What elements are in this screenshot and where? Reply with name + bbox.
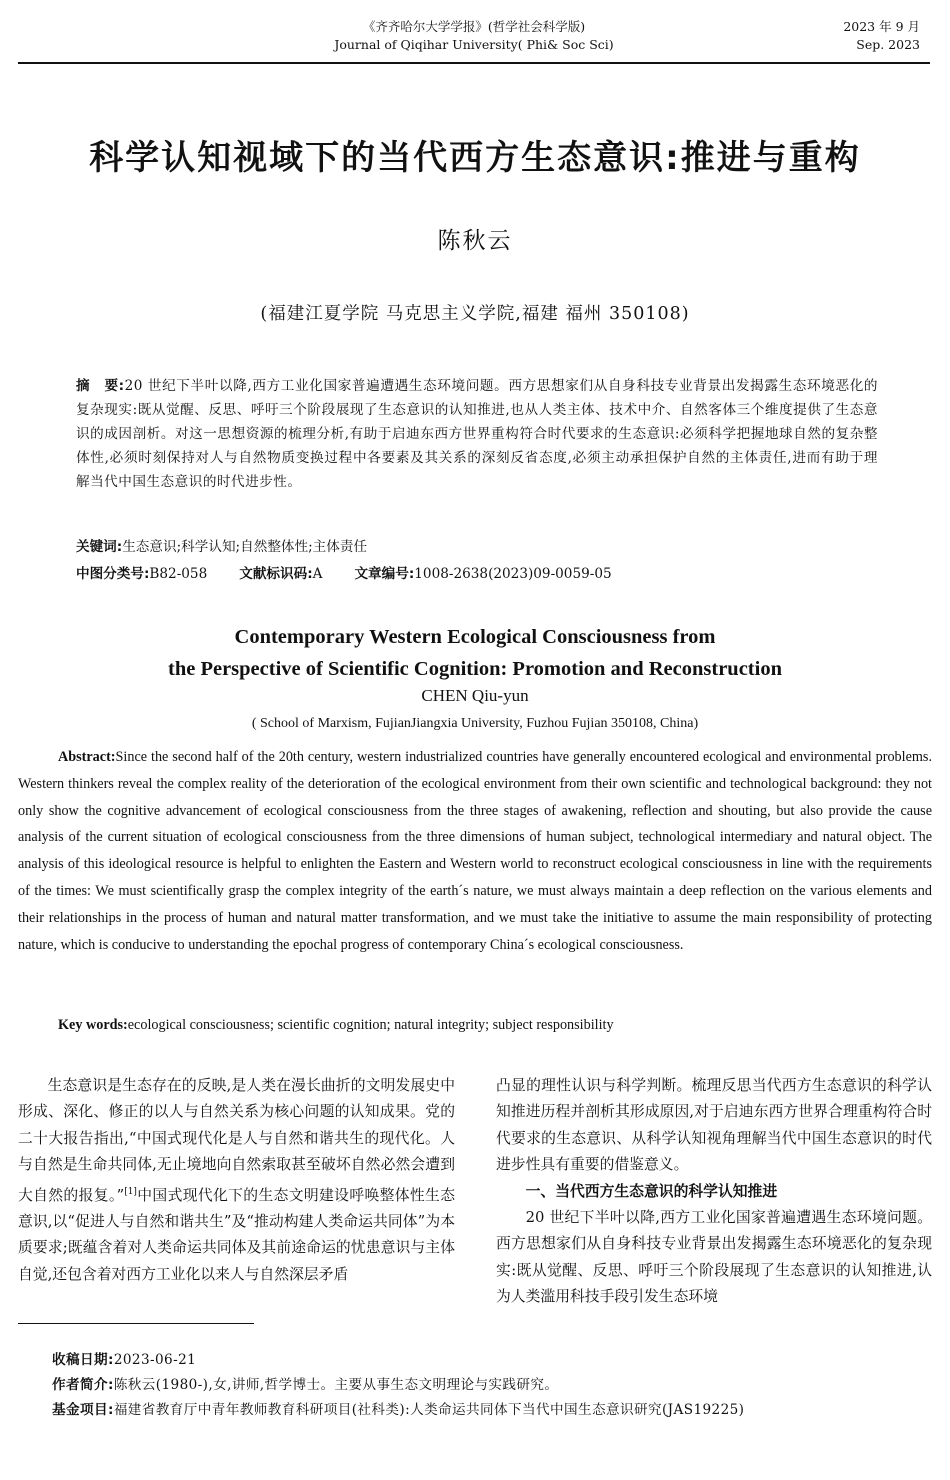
body-text: 中国式现代化下的生态文明建设呼唤整体性生态意识,以“促进人与自然和谐共生”及“推动构建人类命运共同体”为本质要求;既蕴含着对人类命运共同体及其前途命运的忧患意识与主体自觉,还包含着对西方工业化以来人与自然深层矛盾 (18, 1186, 455, 1283)
footnotes (52, 1348, 932, 1423)
classification-line (76, 562, 878, 586)
english-keywords (58, 1017, 928, 1034)
english-title (0, 621, 950, 685)
paper-title: 科学认知视域下的当代西方生态意识:推进与重构 (89, 138, 861, 178)
body-column-right (496, 1073, 932, 1311)
article-number-value: 1008-2638(2023)09-0059-05 (414, 566, 612, 582)
footnote-label: 作者简介: (52, 1377, 114, 1393)
footnote-rule (18, 1323, 254, 1324)
keywords-cn-label: 关键词: (76, 539, 123, 555)
journal-name-cn: 《齐齐哈尔大学学报》(哲学社会科学版) (362, 19, 586, 34)
doc-code-value: A (312, 566, 323, 582)
keywords-cn-text: 生态意识;科学认知;自然整体性;主体责任 (122, 539, 368, 555)
issue-date (843, 18, 920, 54)
body-column-left (18, 1073, 455, 1288)
article-number-label: 文章编号: (354, 566, 415, 582)
footnote-label: 基金项目: (52, 1402, 114, 1418)
footnote-value: 陈秋云(1980-),女,讲师,哲学博士。主要从事生态文明理论与实践研究。 (113, 1377, 559, 1393)
body-paragraph (18, 1073, 455, 1288)
english-title-line1: Contemporary Western Ecological Consciousness from (234, 626, 716, 648)
abstract-cn-text: 20 世纪下半叶以降,西方工业化国家普遍遭遇生态环境问题。西方思想家们从自身科技专业背景出发揭露生态环境恶化的复杂现实:既从觉醒、反思、呼吁三个阶段展现了生态意识的认知推进,也从人类主体、技术中介、自然客体三个维度提供了生态意识的成因剖析。对这一思想资源的梳理分析,有助于启迪东西方世界重构符合时代要求的生态意识:必须科学把握地球自然的复杂整体性,必须时刻保持对人与自然物质变换过程中各要素及其关系的深刻反省态度,必须主动承担保护自然的主体责任,进而有助于理解当代中国生态意识的时代进步性。 (76, 378, 879, 490)
journal-name (18, 18, 930, 54)
body-paragraph: 20 世纪下半叶以降,西方工业化国家普遍遭遇生态环境问题。西方思想家们从自身科技专业背景出发揭露生态环境恶化的复杂现实:既从觉醒、反思、呼吁三个阶段展现了生态意识的认知推进,认为人类滥用科技手段引发生态环境 (496, 1209, 932, 1306)
running-header (18, 18, 930, 58)
author-affiliation: (福建江夏学院 马克思主义学院,福建 福州 350108) (260, 304, 690, 324)
footnote-value: 福建省教育厅中青年教师教育科研项目(社科类):人类命运共同体下当代中国生态意识研究(JAS19225) (113, 1402, 745, 1418)
abstract-cn-label: 摘 要: (76, 378, 125, 394)
author-name: 陈秋云 (437, 228, 513, 254)
abstract-cn (76, 374, 878, 494)
body-paragraph: 凸显的理性认识与科学判断。梳理反思当代西方生态意识的科学认知推进历程并剖析其形成原因,对于启迪东西方世界合理重构符合时代要求的生态意识、从科学认知视角理解当代中国生态意识的时代进步性具有重要的借鉴意义。 (496, 1077, 932, 1174)
footnote-funding (52, 1398, 932, 1423)
section-heading: 一、当代西方生态意识的科学认知推进 (525, 1182, 778, 1200)
english-author: CHEN Qiu-yun (421, 686, 529, 705)
header-rule (18, 62, 930, 64)
footnote-author-bio (52, 1373, 932, 1398)
english-keywords-text: ecological consciousness; scientific cognition; natural integrity; subject responsibility (127, 1017, 614, 1033)
english-abstract (18, 744, 932, 958)
issue-date-cn: 2023 年 9 月 (843, 19, 920, 34)
doc-code-label: 文献标识码: (239, 566, 313, 582)
body-text: 生态意识是生态存在的反映,是人类在漫长曲折的文明发展史中形成、深化、修正的以人与自然关系为核心问题的认知成果。党的二十大报告指出,“中国式现代化是人与自然和谐共生的现代化。人与自然是生命共同体,无止境地向自然索取甚至破坏自然必然会遭到大自然的报复。” (18, 1077, 455, 1204)
footnote-received (52, 1348, 932, 1373)
journal-name-en: Journal of Qiqihar University( Phi& Soc Sci) (334, 37, 614, 52)
citation-ref: [1] (124, 1186, 137, 1197)
keywords-cn (76, 535, 878, 559)
footnote-label: 收稿日期: (52, 1352, 114, 1368)
footnote-value: 2023-06-21 (113, 1352, 197, 1368)
english-abstract-label: Abstract: (58, 749, 116, 765)
english-keywords-label: Key words: (58, 1017, 128, 1033)
english-title-line2: the Perspective of Scientific Cognition: Promotion and Reconstruction (168, 658, 782, 680)
english-abstract-text: Since the second half of the 20th century, western industrialized countries have generally encountered ecological and environmental problems. Western thinkers reveal the complex reality of the deterioration of the ecological environment from their own scientific and technological background: they not only show the cognitive advancement of ecological consciousness from the three stages of awakening, reflection and shouting, but also provide the cause analysis of the current situation of ecological consciousness from the three dimensions of human subject, technological intermediary and natural object. The analysis of this ideological resource is helpful to enlighten the Eastern and Western world to reconstruct ecological consciousness in line with the requirements of the times: We must scientifically grasp the complex integrity of the earth´s nature, we must always maintain a deep reflection on the various elements and their relationships in the process of human and natural matter transformation, and we must take the initiative to assume the main responsibility of protecting nature, which is conducive to understanding the epochal progress of contemporary China´s ecological consciousness. (18, 749, 932, 953)
english-affiliation: ( School of Marxism, FujianJiangxia University, Fuzhou Fujian 350108, China) (251, 716, 699, 731)
clc-label: 中图分类号: (76, 566, 150, 582)
issue-date-en: Sep. 2023 (856, 37, 920, 52)
clc-value: B82-058 (149, 566, 208, 582)
